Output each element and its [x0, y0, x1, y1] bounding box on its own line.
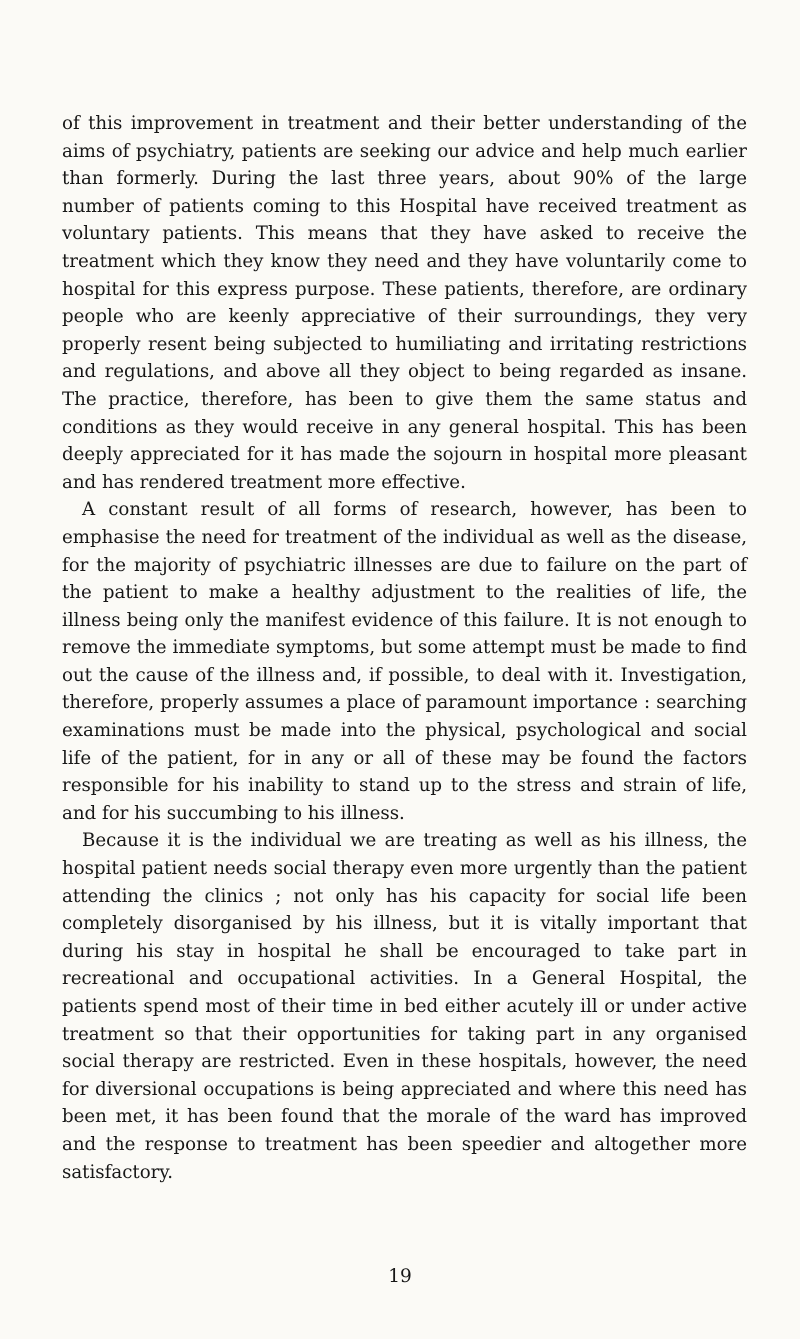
paragraph-2: A constant result of all forms of research, however, has been to emphasise the need for treatment of the individual as well as the disease, for the majority of psychiatric illnesses are due to failure on the part of the patient to make a healthy adjustment to the realities of life, the illness being only the manifest evidence of this failure. It is not enough to remove the immediate symptoms, but some attempt must be made to find out the cause of the illness and, if possible, to deal with it. Investigation, therefore, properly assumes a place of paramount importance : searching examinations must be made into the physical, psychological and social life of the patient, for in any or all of these may be found the factors responsible for his inability to stand up to the stress and strain of life, and for his succumbing to his illness. [62, 499, 747, 824]
paragraph-1: of this improvement in treatment and their better understanding of the aims of psychiatry, patients are seeking our advice and help much earlier than formerly. During the last three years, about 90% of the large number of patients coming to this Hospital have received treatment as voluntary patients. This means that they have asked to receive the treatment which they know they need and they have voluntarily come to hospital for this express purpose. These patients, therefore, are ordinary people who are keenly appreciative of their surroundings, they very properly resent being subjected to humiliating and irritating restrictions and regulations, and above all they object to being regarded as insane. The practice, therefore, has been to give them the same status and conditions as they would receive in any general hospital. This has been deeply appreciated for it has made the sojourn in hospital more pleasant and has rendered treatment more effective. [62, 113, 747, 493]
paragraph-3: Because it is the individual we are treating as well as his illness, the hospital patient needs social therapy even more urgently than the patient attending the clinics ; not only has his capacity for social life been completely disorganised by his illness, but it is vitally important that during his stay in hospital he shall be encouraged to take part in recreational and occupational activities. In a General Hospital, the patients spend most of their time in bed either acutely ill or under active treatment so that their opportunities for taking part in any organised social therapy are restricted. Even in these hospitals, however, the need for diversional occupations is being appreciated and where this need has been met, it has been found that the morale of the ward has improved and the response to treatment has been speedier and altogether more satisfactory. [62, 830, 747, 1183]
body-text [62, 110, 747, 1186]
page-number: 19 [388, 1266, 412, 1287]
